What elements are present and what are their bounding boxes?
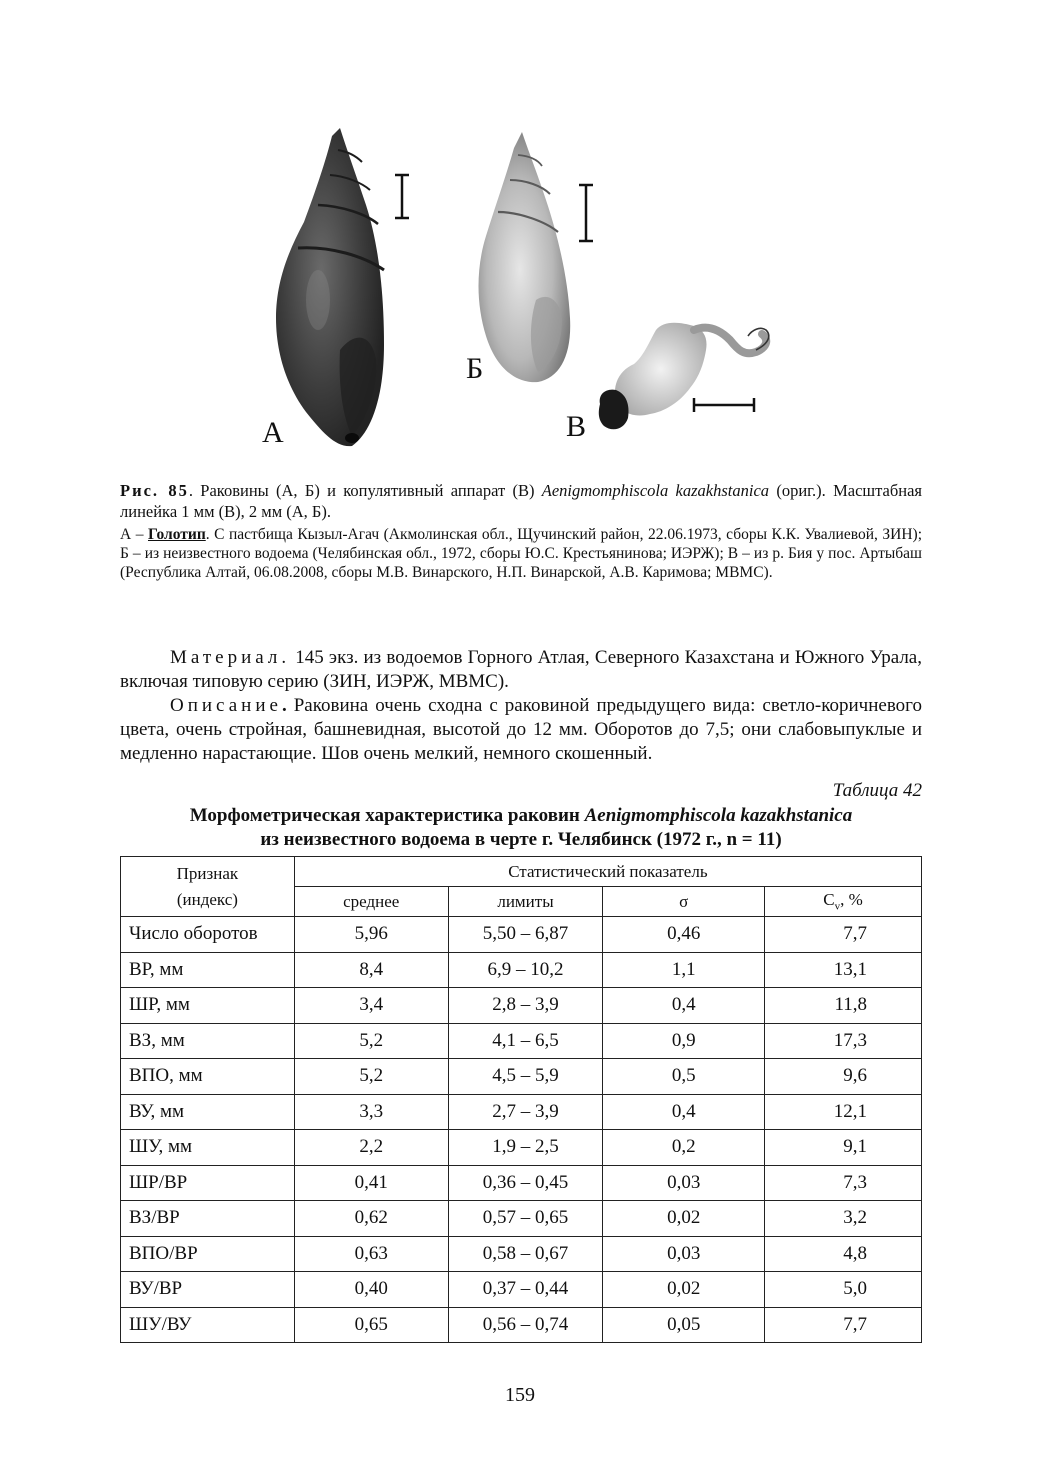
row-limits: 5,50 – 6,87 — [448, 917, 603, 953]
row-limits: 4,1 – 6,5 — [448, 1023, 603, 1059]
row-feature: ВЗ/ВР — [121, 1201, 295, 1237]
header-cv-unit: , % — [840, 890, 863, 910]
row-cv: 7,7 — [765, 1307, 922, 1343]
header-feature-cell — [121, 857, 295, 917]
caption-head: Рис. 85 — [120, 481, 189, 500]
figure-label-b: Б — [466, 352, 484, 385]
table-row — [121, 1059, 922, 1095]
row-sigma: 0,05 — [603, 1307, 765, 1343]
row-mean: 8,4 — [294, 952, 448, 988]
row-mean: 5,2 — [294, 1059, 448, 1095]
header-mean: среднее — [294, 887, 448, 917]
description-head: Описание — [170, 695, 282, 716]
row-feature: ВР, мм — [121, 952, 295, 988]
shell-a — [276, 128, 384, 446]
caption-details: . С пастбища Кызыл-Агач (Акмолинская обл., Щучинский район, 22.06.1973, сборы К.К. Увалиевой, ЗИН); Б – из неизвестного водоема (Челябинская обл., 1972, сборы Ю.С. Крестьянинова; ИЭРЖ); В – из р. Бия у пос. Артыбаш (Республика Алтай, 06.08.2008, сборы М.В. Винарского, Н.П. Винарской, А.В. Каримова; МВМС). — [120, 526, 922, 581]
row-mean: 5,2 — [294, 1023, 448, 1059]
header-cv-sub: v — [834, 900, 841, 913]
row-feature: ВЗ, мм — [121, 1023, 295, 1059]
row-cv: 3,2 — [765, 1201, 922, 1237]
table-row — [121, 1307, 922, 1343]
row-feature: ВПО/ВР — [121, 1236, 295, 1272]
copulatory-apparatus-v — [599, 323, 769, 430]
row-mean: 2,2 — [294, 1130, 448, 1166]
shell-photographs — [0, 0, 1040, 470]
header-cv — [765, 887, 922, 917]
table-title-line2: из неизвестного водоема в черте г. Челябинск (1972 г., n = 11) — [260, 829, 782, 850]
table-title-part1: Морфометрическая характеристика раковин — [189, 805, 585, 826]
row-mean: 0,40 — [294, 1272, 448, 1308]
header-stat: Статистический показатель — [294, 857, 921, 887]
row-limits: 0,36 – 0,45 — [448, 1165, 603, 1201]
table-row — [121, 917, 922, 953]
row-limits: 1,9 – 2,5 — [448, 1130, 603, 1166]
table-row — [121, 1023, 922, 1059]
table-title-species: Aenigmomphiscola kazakhstanica — [584, 805, 853, 826]
body-text — [120, 646, 922, 766]
table-title-line1 — [120, 804, 922, 828]
caption-species: Aenigmomphiscola kazakhstanica — [541, 481, 770, 500]
table-row — [121, 952, 922, 988]
figure-85 — [0, 0, 1040, 470]
row-feature: ВУ, мм — [121, 1094, 295, 1130]
material-head: Материал. — [170, 647, 291, 668]
row-feature: ШР, мм — [121, 988, 295, 1024]
figure-caption — [120, 480, 922, 582]
row-sigma: 0,03 — [603, 1236, 765, 1272]
row-feature: ВУ/ВР — [121, 1272, 295, 1308]
scale-bar-b — [579, 185, 593, 241]
shell-b — [479, 132, 571, 382]
table-row — [121, 1130, 922, 1166]
row-sigma: 0,4 — [603, 1094, 765, 1130]
row-feature: ШР/ВР — [121, 1165, 295, 1201]
caption-lead — [120, 480, 922, 522]
table-row — [121, 1236, 922, 1272]
row-feature: ВПО, мм — [121, 1059, 295, 1095]
page-number: 159 — [505, 1384, 535, 1406]
header-index: (индекс) — [176, 890, 238, 909]
row-sigma: 0,02 — [603, 1272, 765, 1308]
row-limits: 4,5 – 5,9 — [448, 1059, 603, 1095]
caption-a-prefix: А – — [120, 526, 148, 543]
figure-label-v: В — [566, 410, 587, 443]
description-paragraph — [120, 694, 922, 766]
caption-holotype: Голотип — [147, 526, 206, 543]
header-sigma: σ — [603, 887, 765, 917]
row-mean: 5,96 — [294, 917, 448, 953]
table-row — [121, 1272, 922, 1308]
row-limits: 2,8 – 3,9 — [448, 988, 603, 1024]
row-cv: 9,1 — [765, 1130, 922, 1166]
row-mean: 0,65 — [294, 1307, 448, 1343]
row-sigma: 0,46 — [603, 917, 765, 953]
table-header-row-1 — [121, 857, 922, 887]
scale-bar-a — [395, 175, 409, 218]
row-limits: 0,37 – 0,44 — [448, 1272, 603, 1308]
row-mean: 0,63 — [294, 1236, 448, 1272]
caption-details-block — [120, 525, 922, 582]
row-mean: 3,4 — [294, 988, 448, 1024]
row-sigma: 0,2 — [603, 1130, 765, 1166]
row-sigma: 0,5 — [603, 1059, 765, 1095]
row-feature: Число оборотов — [121, 917, 295, 953]
row-sigma: 0,9 — [603, 1023, 765, 1059]
row-cv: 9,6 — [765, 1059, 922, 1095]
material-paragraph — [120, 646, 922, 694]
description-dot: . — [281, 695, 287, 716]
row-mean: 3,3 — [294, 1094, 448, 1130]
table-title — [120, 804, 922, 852]
row-limits: 0,58 – 0,67 — [448, 1236, 603, 1272]
caption-line1: . Раковины (А, Б) и копулятивный аппарат (В) — [188, 481, 542, 500]
row-cv: 7,7 — [765, 917, 922, 953]
row-sigma: 0,02 — [603, 1201, 765, 1237]
row-cv: 13,1 — [765, 952, 922, 988]
row-cv: 4,8 — [765, 1236, 922, 1272]
row-limits: 0,57 – 0,65 — [448, 1201, 603, 1237]
header-cv-main: C — [823, 890, 835, 910]
row-mean: 0,41 — [294, 1165, 448, 1201]
caption-line1-end: (ориг.). Масштабная линейка 1 мм (В), 2 мм (А, Б). — [120, 481, 922, 521]
figure-label-a: А — [262, 416, 284, 449]
description-text: Раковина очень сходна с раковиной предыдущего вида: светло-коричневого цвета, очень стройная, башневидная, высотой до 12 мм. Оборотов до 7,5; они слабовыпуклые и медленно нарастающие. Шов очень мелкий, немного скошенный. — [120, 695, 922, 764]
row-cv: 11,8 — [765, 988, 922, 1024]
morphometric-table — [120, 856, 922, 1343]
row-limits: 6,9 – 10,2 — [448, 952, 603, 988]
row-limits: 2,7 – 3,9 — [448, 1094, 603, 1130]
row-feature: ШУ, мм — [121, 1130, 295, 1166]
row-cv: 7,3 — [765, 1165, 922, 1201]
table-row — [121, 1094, 922, 1130]
table-number: Таблица 42 — [832, 780, 922, 801]
table-row — [121, 1165, 922, 1201]
row-limits: 0,56 – 0,74 — [448, 1307, 603, 1343]
row-cv: 12,1 — [765, 1094, 922, 1130]
row-sigma: 1,1 — [603, 952, 765, 988]
row-mean: 0,62 — [294, 1201, 448, 1237]
row-sigma: 0,03 — [603, 1165, 765, 1201]
row-feature: ШУ/ВУ — [121, 1307, 295, 1343]
table-row — [121, 988, 922, 1024]
header-limits: лимиты — [448, 887, 603, 917]
table-row — [121, 1201, 922, 1237]
row-cv: 17,3 — [765, 1023, 922, 1059]
row-cv: 5,0 — [765, 1272, 922, 1308]
header-feature: Признак — [176, 864, 239, 883]
scale-bar-v — [694, 398, 754, 412]
material-text: 145 экз. из водоемов Горного Атлая, Северного Казахстана и Южного Урала, включая типовую серию (ЗИН, ИЭРЖ, МВМС). — [120, 647, 922, 692]
row-sigma: 0,4 — [603, 988, 765, 1024]
